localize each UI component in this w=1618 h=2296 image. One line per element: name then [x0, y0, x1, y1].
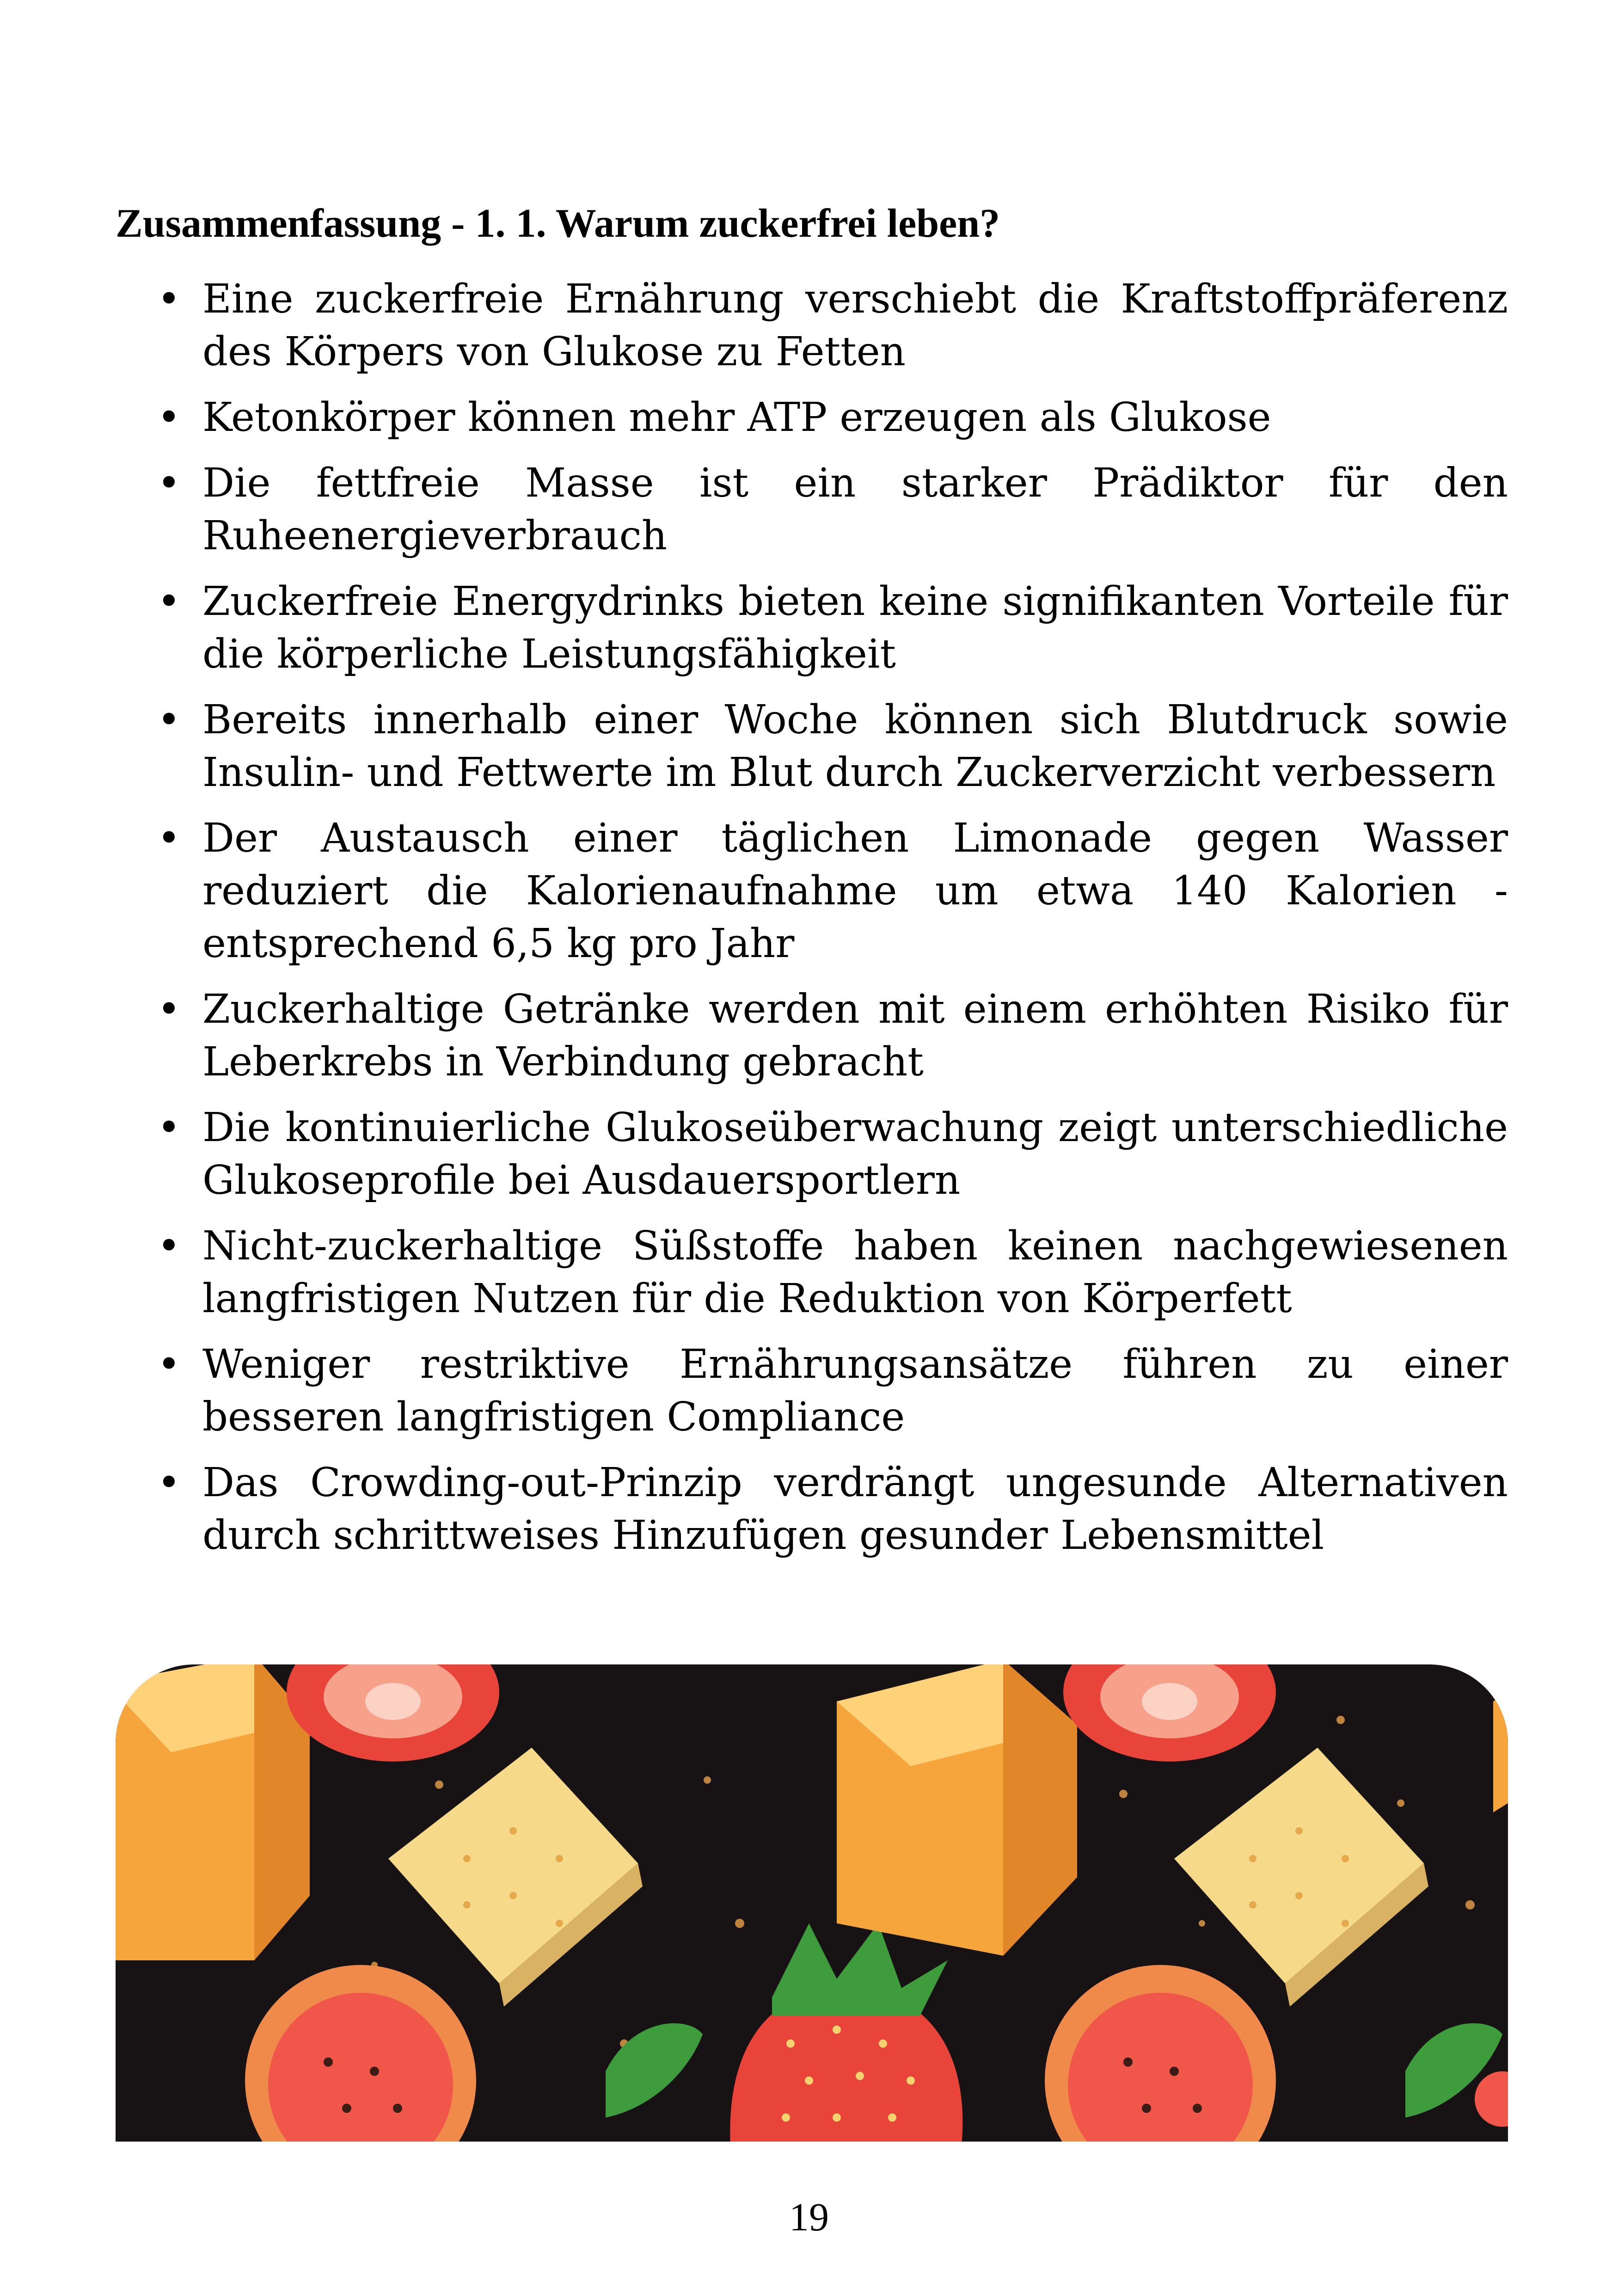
summary-list [157, 273, 1508, 1575]
bullet-icon: • [157, 1223, 181, 1269]
page-number: 19 [789, 2195, 829, 2239]
bullet-icon: • [157, 578, 181, 625]
bullet-icon: • [157, 697, 181, 743]
summary-item-text: Nicht-zuckerhaltige Süßstoffe haben keinen nachgewiesenen langfristigen Nutzen für die Reduktion von Körperfett [202, 1223, 1508, 1322]
bullet-icon: • [157, 815, 181, 861]
illustration-svg [116, 1664, 1508, 2142]
summary-item [157, 983, 1508, 1088]
summary-item-text: Die fettfreie Masse ist ein starker Prädiktor für den Ruheenergieverbrauch [202, 460, 1508, 559]
summary-item-text: Die kontinuierliche Glukoseüberwachung zeigt unterschiedliche Glukoseprofile bei Ausdauersportlern [202, 1105, 1508, 1203]
summary-item [157, 812, 1508, 970]
summary-item-text: Zuckerfreie Energydrinks bieten keine signifikanten Vorteile für die körperliche Leistungsfähigkeit [202, 578, 1508, 677]
summary-item [157, 1101, 1508, 1207]
food-illustration [116, 1664, 1508, 2142]
bullet-icon: • [157, 1460, 181, 1506]
orange-fruit-edge [1493, 1692, 1508, 1812]
bullet-icon: • [157, 276, 181, 322]
summary-item [157, 575, 1508, 681]
summary-item-text: Das Crowding-out-Prinzip verdrängt ungesunde Alternativen durch schrittweises Hinzufügen gesunder Lebensmittel [202, 1460, 1508, 1559]
orange-fruit-left [116, 1664, 310, 1960]
orange-fruit-right [837, 1664, 1077, 1956]
summary-item [157, 391, 1508, 444]
summary-item [157, 273, 1508, 378]
summary-item [157, 1338, 1508, 1443]
summary-item [157, 1456, 1508, 1562]
summary-item-text: Eine zuckerfreie Ernährung verschiebt die Kraftstoffpräferenz des Körpers von Glukose zu Fetten [202, 276, 1508, 375]
bullet-icon: • [157, 394, 181, 441]
bullet-icon: • [157, 1105, 181, 1151]
page-heading: Zusammenfassung - 1. 1. Warum zuckerfrei leben? [116, 201, 1000, 246]
summary-item [157, 457, 1508, 562]
summary-item-text: Weniger restriktive Ernährungsansätze führen zu einer besseren langfristigen Compliance [202, 1341, 1508, 1440]
summary-item-text: Zuckerhaltige Getränke werden mit einem erhöhten Risiko für Leberkrebs in Verbindung gebracht [202, 986, 1508, 1085]
bullet-icon: • [157, 986, 181, 1032]
summary-item-text: Bereits innerhalb einer Woche können sich Blutdruck sowie Insulin- und Fettwerte im Blut durch Zuckerverzicht verbessern [202, 697, 1508, 796]
bullet-icon: • [157, 1341, 181, 1387]
summary-item [157, 1220, 1508, 1325]
bullet-icon: • [157, 460, 181, 506]
summary-item-text: Ketonkörper können mehr ATP erzeugen als Glukose [202, 394, 1271, 441]
summary-item-text: Der Austausch einer täglichen Limonade gegen Wasser reduziert die Kalorienaufnahme um etwa 140 Kalorien - entsprechend 6,5 kg pro Jahr [202, 815, 1508, 967]
summary-item [157, 694, 1508, 799]
